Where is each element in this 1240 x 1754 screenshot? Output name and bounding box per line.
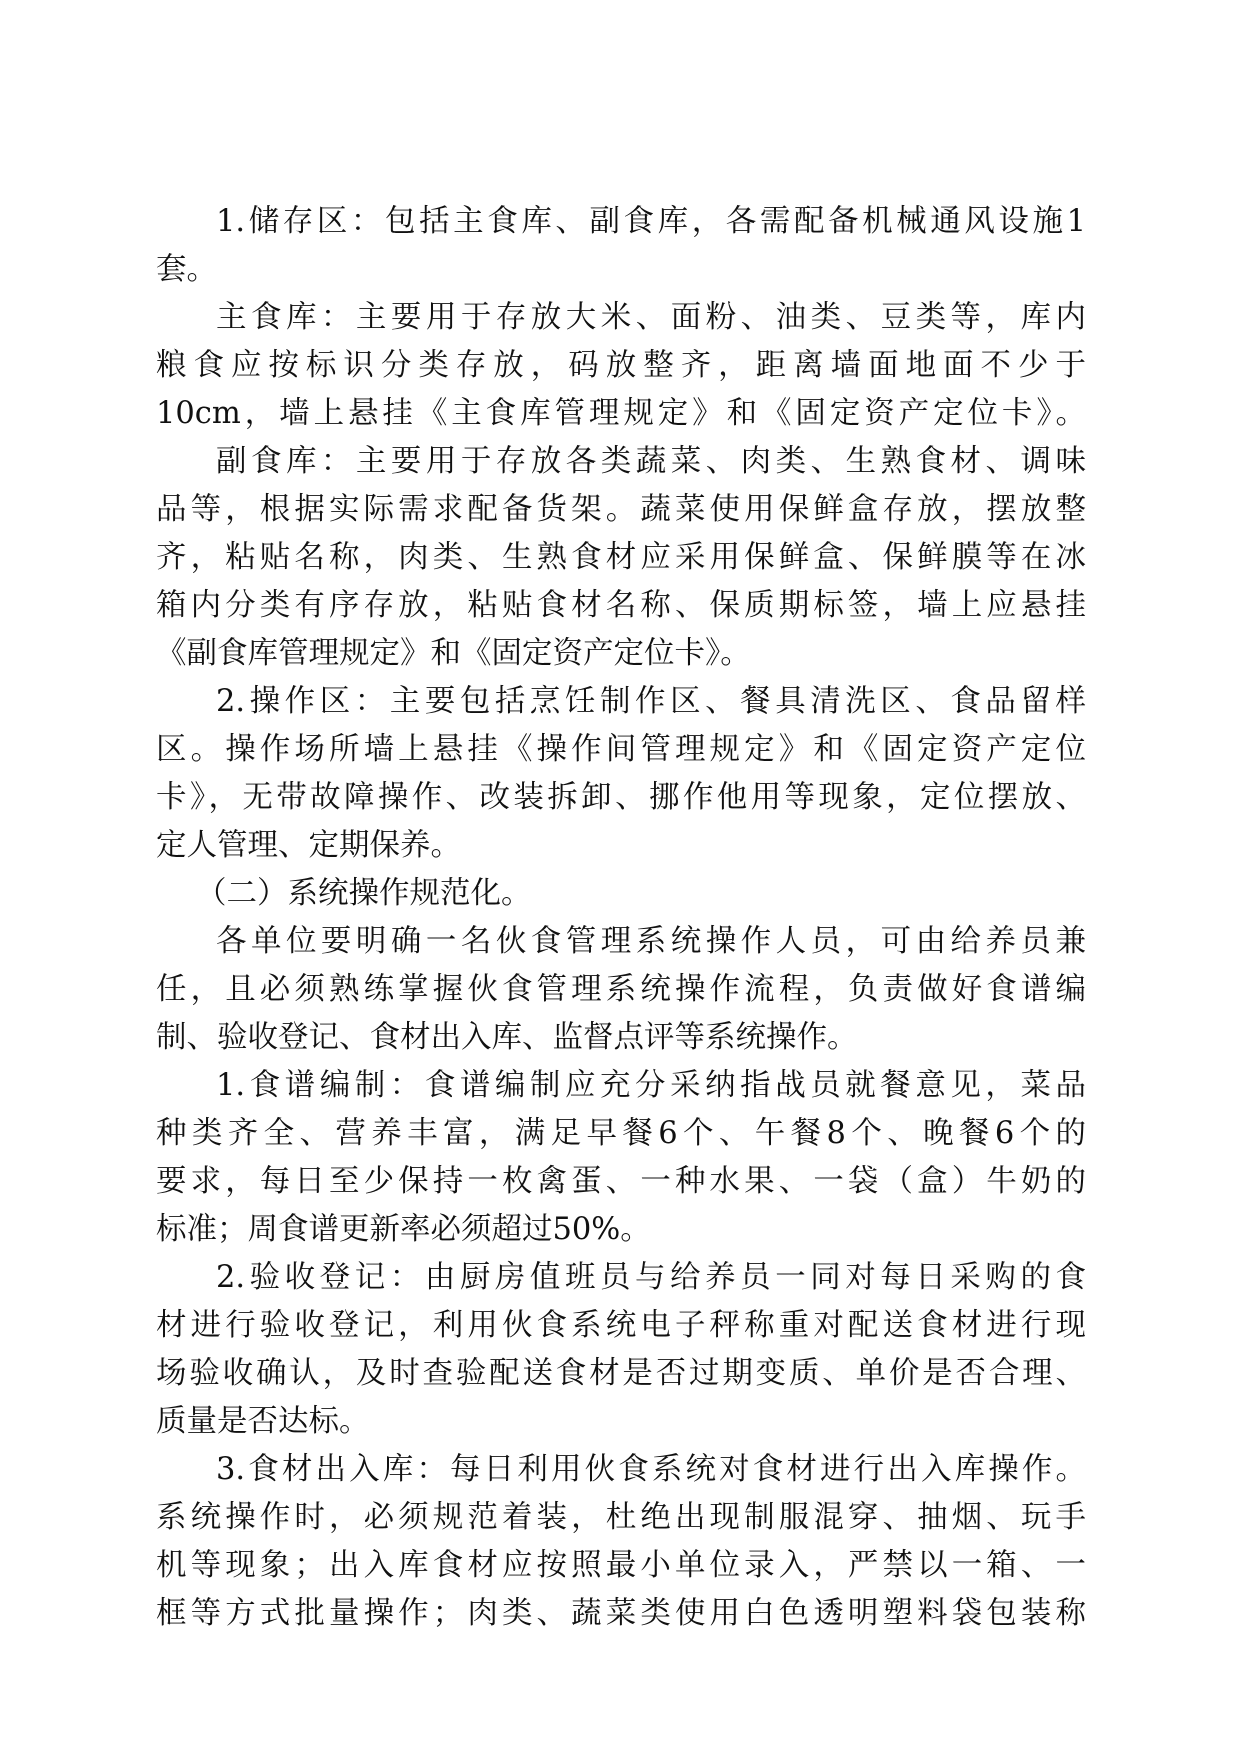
text-line: 要求，每日至少保持一枚禽蛋、一种水果、一袋（盒）牛奶的 <box>156 1164 1086 1199</box>
text-line: 框等方式批量操作；肉类、蔬菜类使用白色透明塑料袋包装称 <box>156 1596 1086 1631</box>
text-line-ingredient-inventory: 3.食材出入库：每日利用伙食系统对食材进行出入库操作。 <box>216 1452 1086 1487</box>
section-heading-system-operation: （二）系统操作规范化。 <box>196 876 532 911</box>
text-line: 制、验收登记、食材出入库、监督点评等系统操作。 <box>156 1020 858 1055</box>
text-line: 10cm，墙上悬挂《主食库管理规定》和《固定资产定位卡》。 <box>156 396 1086 431</box>
text-line: 齐，粘贴名称，肉类、生熟食材应采用保鲜盒、保鲜膜等在冰 <box>156 540 1086 575</box>
text-line-operation-area: 2.操作区：主要包括烹饪制作区、餐具清洗区、食品留样 <box>216 684 1086 719</box>
text-line: 定人管理、定期保养。 <box>156 828 461 863</box>
text-line-main-food-store: 主食库：主要用于存放大米、面粉、油类、豆类等，库内 <box>216 300 1086 335</box>
text-line-operator-requirement: 各单位要明确一名伙食管理系统操作人员，可由给养员兼 <box>216 924 1086 959</box>
text-line: 卡》，无带故障操作、改装拆卸、挪作他用等现象，定位摆放、 <box>156 780 1086 815</box>
text-line: 《副食库管理规定》和《固定资产定位卡》。 <box>156 636 751 671</box>
text-line-acceptance-registration: 2.验收登记：由厨房值班员与给养员一同对每日采购的食 <box>216 1260 1086 1295</box>
text-line: 标准；周食谱更新率必须超过50%。 <box>156 1212 651 1247</box>
text-line: 任，且必须熟练掌握伙食管理系统操作流程，负责做好食谱编 <box>156 972 1086 1007</box>
text-line: 品等，根据实际需求配备货架。蔬菜使用保鲜盒存放，摆放整 <box>156 492 1086 527</box>
text-line: 套。 <box>156 252 217 287</box>
text-line-menu-compilation: 1.食谱编制：食谱编制应充分采纳指战员就餐意见，菜品 <box>216 1068 1086 1103</box>
text-line: 种类齐全、营养丰富，满足早餐6个、午餐8个、晚餐6个的 <box>156 1116 1086 1151</box>
text-line-storage-area: 1.储存区：包括主食库、副食库，各需配备机械通风设施1 <box>216 204 1086 239</box>
text-line: 系统操作时，必须规范着装，杜绝出现制服混穿、抽烟、玩手 <box>156 1500 1086 1535</box>
text-line: 粮食应按标识分类存放，码放整齐，距离墙面地面不少于 <box>156 348 1086 383</box>
text-line: 材进行验收登记，利用伙食系统电子秤称重对配送食材进行现 <box>156 1308 1086 1343</box>
text-line: 区。操作场所墙上悬挂《操作间管理规定》和《固定资产定位 <box>156 732 1086 767</box>
text-line: 箱内分类有序存放，粘贴食材名称、保质期标签，墙上应悬挂 <box>156 588 1086 623</box>
text-line: 场验收确认，及时查验配送食材是否过期变质、单价是否合理、 <box>156 1356 1086 1391</box>
text-line-side-food-store: 副食库：主要用于存放各类蔬菜、肉类、生熟食材、调味 <box>216 444 1086 479</box>
text-line: 机等现象；出入库食材应按照最小单位录入，严禁以一箱、一 <box>156 1548 1086 1583</box>
text-line: 质量是否达标。 <box>156 1404 370 1439</box>
